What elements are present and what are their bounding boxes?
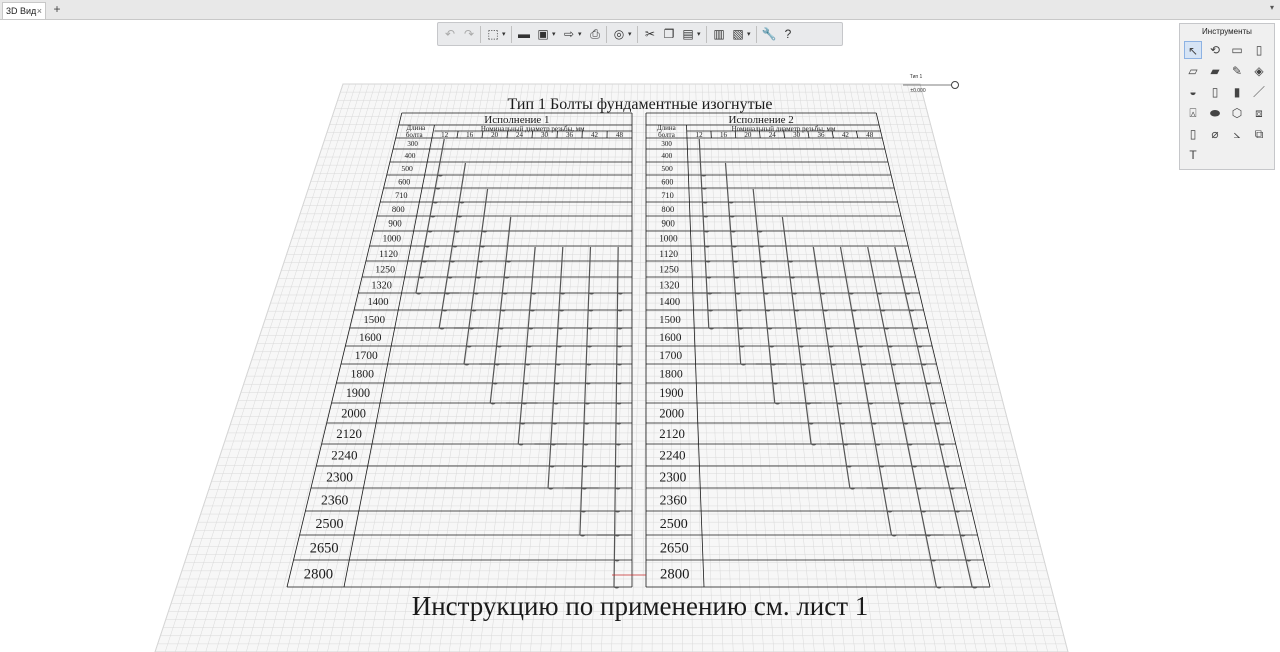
palette-title: Инструменты <box>1202 27 1252 36</box>
tool-17-icon[interactable]: ▯ <box>1189 127 1197 141</box>
3d-objects-button[interactable]: ▧ <box>732 27 744 41</box>
left-length-600: 600 <box>398 177 411 187</box>
left-diameter-48: 48 <box>616 131 624 139</box>
left-length-1320: 1320 <box>371 280 392 292</box>
left-length-label-2: болта <box>405 131 423 139</box>
right-length-2300: 2300 <box>659 469 687 485</box>
tool-20-icon[interactable]: ⧉ <box>1254 127 1264 141</box>
tool-19-icon[interactable]: ⦣ <box>1233 127 1241 141</box>
left-length-1250: 1250 <box>375 264 396 276</box>
right-length-2500: 2500 <box>659 516 688 532</box>
left-diameter-20: 20 <box>491 131 499 139</box>
right-diameter-16: 16 <box>720 131 728 139</box>
right-length-2000: 2000 <box>659 406 685 421</box>
right-length-1120: 1120 <box>659 248 679 260</box>
right-header: Исполнение 2 <box>728 114 794 126</box>
drawing-title: Тип 1 Болты фундаментные изогнутые <box>507 96 773 113</box>
right-diameter-42: 42 <box>841 131 849 139</box>
right-length-600: 600 <box>661 177 674 187</box>
tool-7-icon[interactable]: ✎ <box>1231 64 1243 78</box>
chevron-down-icon[interactable]: ▾ <box>552 31 556 38</box>
right-diameter-12: 12 <box>695 131 703 139</box>
right-length-label-1: Длина <box>656 124 676 132</box>
chevron-down-icon[interactable]: ▾ <box>697 31 701 38</box>
tool-11-icon[interactable]: ▮ <box>1233 85 1241 99</box>
left-diameter-12: 12 <box>441 131 449 139</box>
tool-5-icon[interactable]: ▱ <box>1188 64 1198 78</box>
tab-bar <box>0 0 1280 20</box>
left-length-2300: 2300 <box>326 469 353 485</box>
left-diameter-30: 30 <box>541 131 549 139</box>
right-length-1600: 1600 <box>659 331 682 344</box>
left-length-2120: 2120 <box>336 426 362 441</box>
left-diameter-16: 16 <box>466 131 474 139</box>
tool-1-icon[interactable]: ↖ <box>1184 41 1202 59</box>
tool-18-icon[interactable]: ⌀ <box>1211 127 1219 141</box>
cut-button[interactable]: ✂ <box>644 27 656 41</box>
tool-13-icon[interactable]: ⍓ <box>1189 106 1197 120</box>
left-length-710: 710 <box>395 190 408 200</box>
export-button[interactable]: ⇨ <box>563 27 575 41</box>
right-length-800: 800 <box>661 204 675 215</box>
right-length-label-2: болта <box>658 131 675 139</box>
tab-title: 3D Вид <box>6 6 37 16</box>
layers-button[interactable]: ▥ <box>713 27 725 41</box>
tool-16-icon[interactable]: ⧈ <box>1255 106 1263 120</box>
right-diameter-24: 24 <box>768 131 776 139</box>
right-length-1320: 1320 <box>659 280 680 292</box>
right-diameter-48: 48 <box>866 131 874 139</box>
left-length-2000: 2000 <box>341 406 366 421</box>
save-button[interactable]: ▣ <box>537 27 549 41</box>
left-length-500: 500 <box>401 164 413 174</box>
right-diameter-30: 30 <box>793 131 801 139</box>
left-length-1120: 1120 <box>379 248 398 260</box>
right-length-1000: 1000 <box>659 233 678 244</box>
right-length-1500: 1500 <box>659 313 681 326</box>
right-length-2800: 2800 <box>660 566 690 583</box>
left-diameter-36: 36 <box>566 131 574 139</box>
chevron-down-icon[interactable]: ▾ <box>628 31 632 38</box>
open-button[interactable]: ▬ <box>518 27 530 41</box>
left-length-2240: 2240 <box>331 447 358 463</box>
chevron-down-icon[interactable]: ▾ <box>502 31 506 38</box>
left-diameter-42: 42 <box>591 131 599 139</box>
paste-button[interactable]: ▤ <box>682 27 694 41</box>
print-button[interactable]: ⎙ <box>590 27 600 41</box>
right-length-1250: 1250 <box>659 264 679 276</box>
left-length-300: 300 <box>407 139 418 148</box>
right-length-1900: 1900 <box>659 386 684 401</box>
left-length-2650: 2650 <box>309 540 339 557</box>
model-view-button[interactable]: ⬚ <box>487 27 499 41</box>
left-diameter-24: 24 <box>516 131 524 139</box>
tool-10-icon[interactable]: ▯ <box>1211 85 1219 99</box>
level-value: ±0.000 <box>910 88 926 94</box>
tool-9-icon[interactable]: ◒ <box>1189 85 1197 99</box>
settings-wrench-button[interactable]: 🔧 <box>761 27 777 41</box>
right-length-2360: 2360 <box>659 492 688 508</box>
right-length-900: 900 <box>661 218 675 229</box>
close-icon[interactable]: × <box>36 6 42 16</box>
left-length-1500: 1500 <box>363 313 385 326</box>
left-diameter-label: Номинальный диаметр резьбы, мм <box>480 125 585 133</box>
left-length-1900: 1900 <box>345 386 371 401</box>
left-header: Исполнение 1 <box>484 114 550 126</box>
left-length-1700: 1700 <box>354 350 378 363</box>
copy-button[interactable]: ❐ <box>663 27 675 41</box>
render-settings-button[interactable]: ◎ <box>613 27 625 41</box>
left-length-label-1: Длина <box>406 124 426 132</box>
left-length-1400: 1400 <box>367 297 389 309</box>
left-length-1600: 1600 <box>359 331 382 344</box>
left-length-2500: 2500 <box>315 516 344 532</box>
tool-2-icon[interactable]: ⟲ <box>1209 43 1221 57</box>
right-length-500: 500 <box>661 164 673 174</box>
left-length-2360: 2360 <box>320 492 349 508</box>
left-length-2800: 2800 <box>303 566 334 583</box>
left-length-400: 400 <box>404 151 416 161</box>
footer-note: Инструкцию по применению см. лист 1 <box>411 591 869 621</box>
undo-button[interactable]: ↶ <box>444 27 456 41</box>
level-label: Тип 1 <box>909 74 923 80</box>
3d-viewport[interactable] <box>0 20 1280 652</box>
right-length-1800: 1800 <box>659 366 683 381</box>
help-button[interactable]: ? <box>784 27 792 41</box>
level-target-icon <box>952 82 959 89</box>
left-length-800: 800 <box>391 204 405 215</box>
right-length-1700: 1700 <box>659 350 683 363</box>
right-diameter-36: 36 <box>817 131 825 139</box>
chevron-down-icon[interactable]: ▾ <box>1269 3 1274 12</box>
tool-3-icon[interactable]: ▭ <box>1231 43 1243 57</box>
tool-12-icon[interactable]: ／ <box>1252 85 1265 99</box>
right-length-1400: 1400 <box>659 297 681 309</box>
right-diameter-label: Номинальный диаметр резьбы, мм <box>731 125 836 133</box>
right-diameter-20: 20 <box>744 131 752 139</box>
add-tab-button[interactable]: + <box>53 2 61 16</box>
left-length-1000: 1000 <box>382 233 401 244</box>
right-length-300: 300 <box>661 139 672 148</box>
redo-button[interactable]: ↷ <box>463 27 475 41</box>
right-length-2240: 2240 <box>659 447 686 463</box>
tool-21-icon[interactable]: T <box>1189 148 1197 162</box>
chevron-down-icon[interactable]: ▾ <box>578 31 582 38</box>
right-length-2650: 2650 <box>659 540 689 557</box>
right-length-710: 710 <box>661 190 674 200</box>
left-length-900: 900 <box>388 218 402 229</box>
tool-15-icon[interactable]: ⬡ <box>1231 106 1243 120</box>
tool-8-icon[interactable]: ◈ <box>1254 64 1264 78</box>
right-length-400: 400 <box>661 151 673 161</box>
tool-6-icon[interactable]: ▰ <box>1210 64 1220 78</box>
tool-4-icon[interactable]: ▯ <box>1255 43 1263 57</box>
left-length-1800: 1800 <box>350 366 375 381</box>
tab-3d-view[interactable] <box>2 2 46 19</box>
right-length-2120: 2120 <box>659 426 685 441</box>
tool-14-icon[interactable]: ⬬ <box>1209 106 1221 120</box>
chevron-down-icon[interactable]: ▾ <box>747 31 751 38</box>
